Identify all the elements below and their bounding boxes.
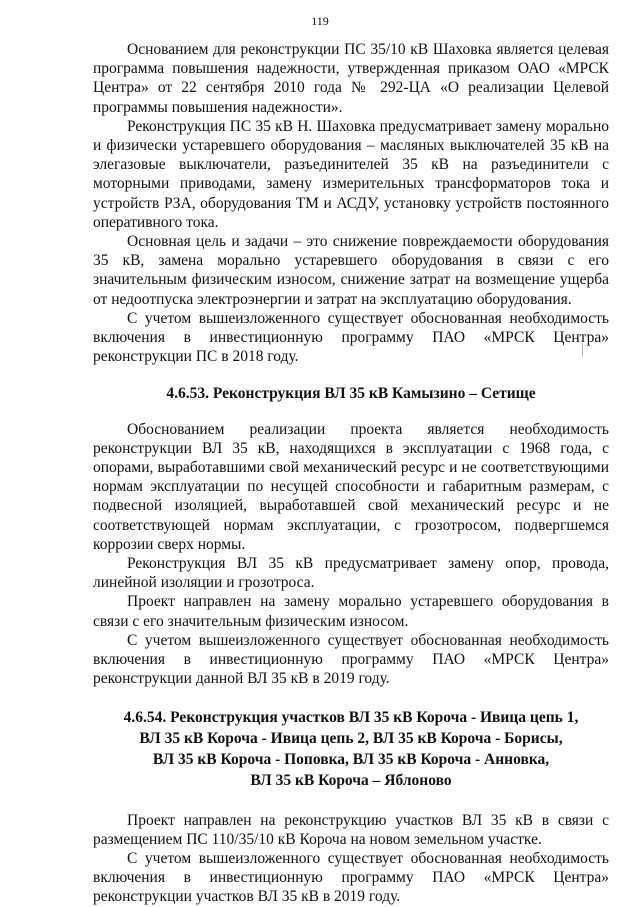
section-heading-line: ВЛ 35 кВ Короча - Ивица цепь 2, ВЛ 35 кВ Короча - Борисы,: [139, 729, 563, 747]
paragraph: С учетом вышеизложенного существует обоснованная необходимость включения в инвестиционную программу ПАО «МРСК Центра» реконструкции данной ВЛ 35 кВ в 2019 году.: [93, 631, 609, 688]
paragraph: С учетом вышеизложенного существует обоснованная необходимость включения в инвестиционную программу ПАО «МРСК Центра» реконструкции ПС в 2018 году.: [93, 309, 609, 366]
page-number: 119: [311, 14, 329, 28]
section-heading-line: ВЛ 35 кВ Короча - Поповка, ВЛ 35 кВ Короча - Анновка,: [152, 750, 550, 768]
paragraph: Обоснованием реализации проекта является необходимость реконструкции ВЛ 35 кВ, находящихся в эксплуатации с 1968 года, с опорами, выработавшими свой механический ресурс и не соответствующими нормам эксплуатации по несущей способности и габаритным размерам, с подвесной изоляцией, выработавшей свой механический ресурс и не соответствующей нормам эксплуатации, с грозотросом, подвергшемся коррозии сверх нормы.: [93, 420, 609, 553]
paragraph: Реконструкция ПС 35 кВ Н. Шаховка предусматривает замену морально и физически устаревшего оборудования – масляных выключателей 35 кВ на элегазовые выключатели, разъединителей 35 кВ на разъединители с моторными приводами, замену измерительных трансформаторов тока и устройств РЗА, оборудования ТМ и АСДУ, установку устройств постоянного оперативного тока.: [93, 117, 609, 231]
paragraph: Реконструкция ВЛ 35 кВ предусматривает замену опор, провода, линейной изоляции и грозотроса.: [93, 555, 609, 592]
section-heading-line: ВЛ 35 кВ Короча – Яблоново: [250, 771, 452, 789]
section-heading-line: 4.6.54. Реконструкция участков ВЛ 35 кВ Короча - Ивица цепь 1,: [123, 708, 579, 726]
paragraph: Проект направлен на замену морально устаревшего оборудования в связи с его значительным физическим износом.: [93, 593, 609, 630]
section-heading: [93, 707, 609, 791]
page-content: [93, 40, 609, 907]
paragraph: Основанием для реконструкции ПС 35/10 кВ Шаховка является целевая программа повышения надежности, утвержденная приказом ОАО «МРСК Центра» от 22 сентября 2010 года № 292-ЦА «О реализации Целевой программы повышения надежности».: [93, 41, 609, 116]
paragraph: Основная цель и задачи – это снижение повреждаемости оборудования 35 кВ, замена морально устаревшего оборудования в связи с его значительным физическим износом, снижение затрат на возмещение ущерба от недоотпуска электроэнергии и затрат на эксплуатацию оборудования.: [93, 233, 609, 308]
paragraph: С учетом вышеизложенного существует обоснованная необходимость включения в инвестиционную программу ПАО «МРСК Центра» реконструкции участков ВЛ 35 кВ в 2019 году.: [93, 849, 609, 906]
section-heading: 4.6.53. Реконструкция ВЛ 35 кВ Камызино – Сетище: [166, 385, 536, 403]
paragraph: Проект направлен на реконструкцию участков ВЛ 35 кВ в связи с размещением ПС 110/35/10 кВ Короча на новом земельном участке.: [93, 811, 609, 848]
